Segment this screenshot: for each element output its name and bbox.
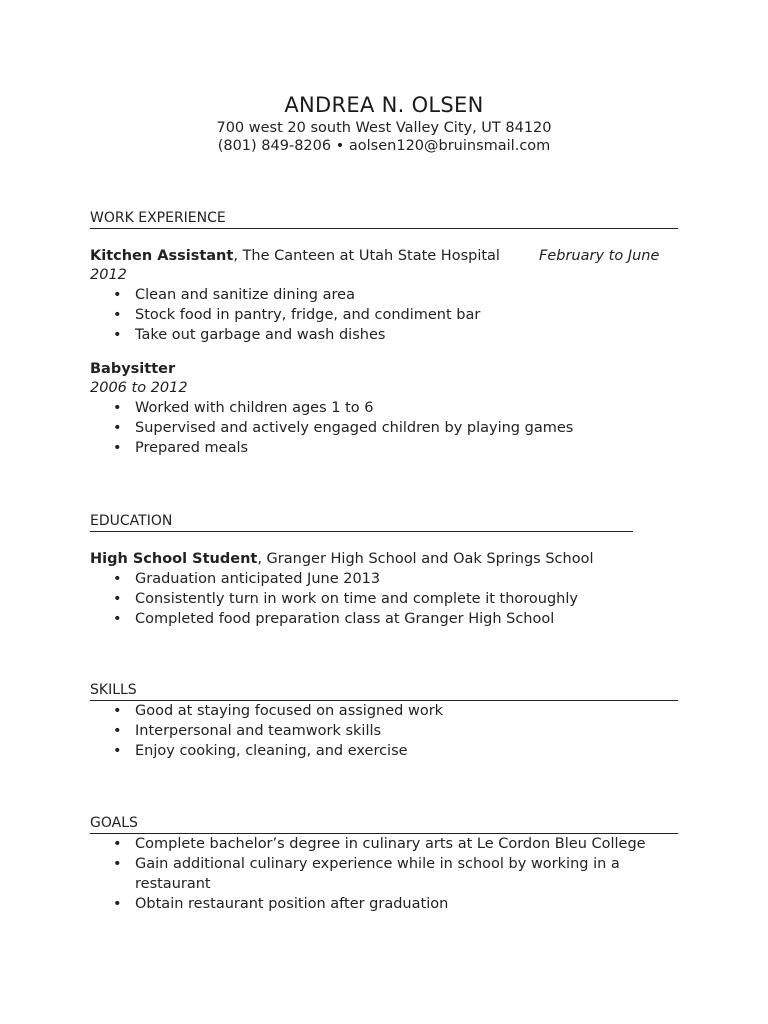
separator-dot: • [335, 138, 345, 154]
address-line: 700 west 20 south West Valley City, UT 84120 [216, 120, 552, 136]
section-title-work: WORK EXPERIENCE [90, 210, 678, 229]
list-item: • Take out garbage and wash dishes [113, 327, 386, 343]
list-item: • Completed food preparation class at Granger High School [113, 611, 555, 627]
job-duties-list [90, 398, 678, 458]
list-item: • Obtain restaurant position after graduation [113, 896, 449, 912]
education-entry [90, 550, 633, 629]
job-duties-list [90, 285, 678, 345]
list-item: • Prepared meals [113, 440, 249, 456]
work-experience-section [90, 210, 678, 458]
candidate-name: ANDREA N. OLSEN [284, 93, 484, 117]
job-dates: February to June [539, 248, 660, 264]
phone-number: (801) 849-8206 [217, 138, 332, 154]
job-role: Babysitter [90, 361, 176, 377]
list-item: • Interpersonal and teamwork skills [113, 723, 382, 739]
education-section [90, 513, 633, 629]
list-item: • Enjoy cooking, cleaning, and exercise [113, 743, 408, 759]
list-item: • Consistently turn in work on time and complete it thoroughly [113, 591, 578, 607]
section-title-goals: GOALS [90, 815, 678, 834]
list-item: • Gain additional culinary experience while in school by working in a restaurant [113, 856, 620, 892]
skills-section [90, 682, 678, 761]
list-item: • Complete bachelor’s degree in culinary arts at Le Cordon Bleu College [113, 836, 646, 852]
skills-list [90, 701, 678, 761]
section-title-education: EDUCATION [90, 513, 633, 532]
list-item: • Graduation anticipated June 2013 [113, 571, 381, 587]
contact-line [0, 137, 768, 155]
job-heading [90, 360, 678, 379]
job-dates-year: 2012 [90, 267, 127, 283]
list-item: • Worked with children ages 1 to 6 [113, 400, 374, 416]
education-list [90, 569, 633, 629]
email-address: aolsen120@bruinsmail.com [348, 138, 551, 154]
job-employer: , The Canteen at Utah State Hospital [233, 248, 500, 264]
list-item: • Supervised and actively engaged children by playing games [113, 420, 574, 436]
education-role: High School Student [90, 551, 258, 567]
list-item: • Clean and sanitize dining area [113, 287, 355, 303]
resume-header [0, 91, 768, 155]
education-school: , Granger High School and Oak Springs School [257, 551, 594, 567]
job-entry-babysitter [90, 360, 678, 458]
list-item: • Stock food in pantry, fridge, and condiment bar [113, 307, 481, 323]
job-role: Kitchen Assistant [90, 248, 234, 264]
job-dates: 2006 to 2012 [90, 380, 188, 396]
goals-list [90, 834, 650, 914]
job-entry-kitchen [90, 247, 678, 345]
goals-section [90, 815, 678, 914]
list-item: • Good at staying focused on assigned work [113, 703, 444, 719]
section-title-skills: SKILLS [90, 682, 678, 701]
education-heading [90, 550, 633, 569]
job-heading [90, 247, 678, 266]
